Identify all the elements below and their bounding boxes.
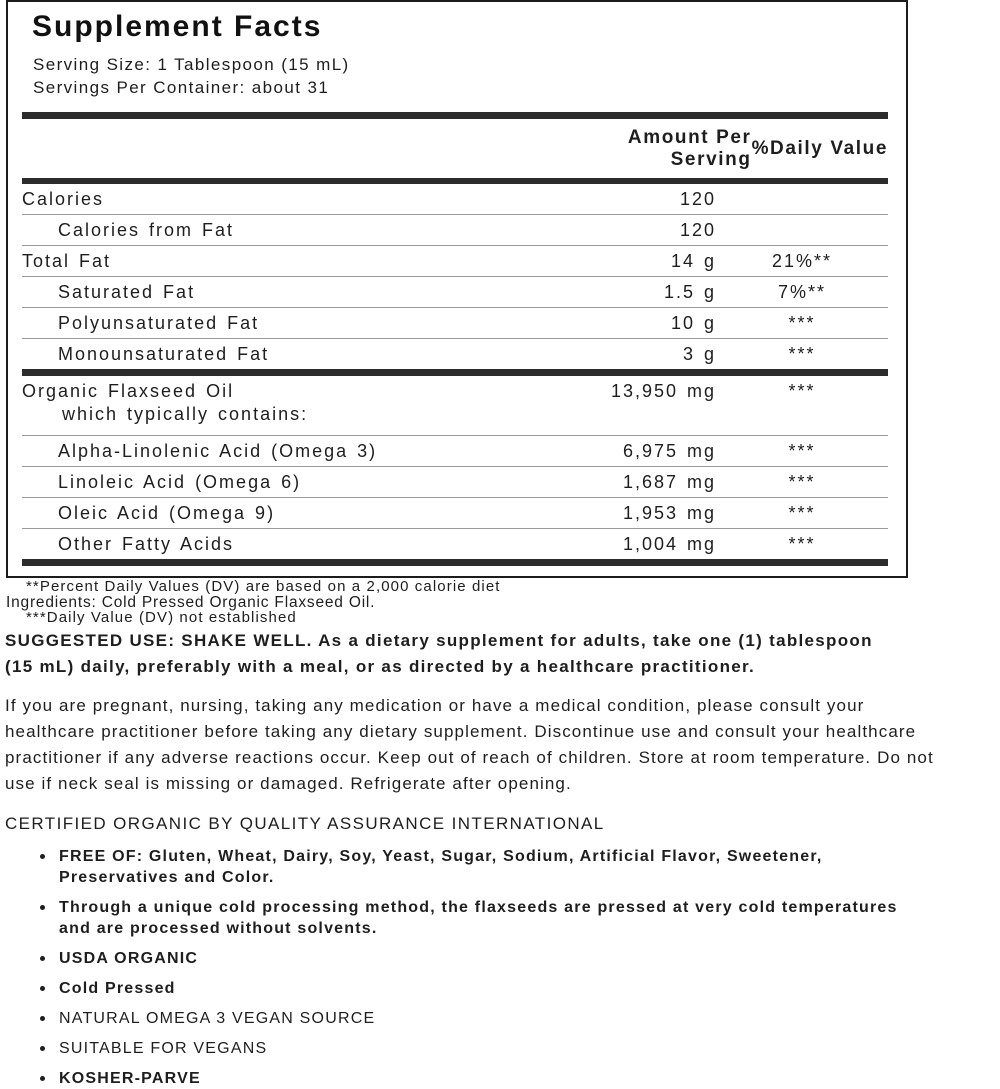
feature-text: KOSHER-PARVE bbox=[59, 1070, 201, 1087]
nutrient-row-calories-from-fat bbox=[22, 215, 888, 246]
thick-rule-mid bbox=[22, 369, 888, 376]
nutrient-name: Total Fat bbox=[22, 250, 112, 271]
nutrient-amount: 14 g bbox=[670, 250, 716, 271]
serving-label: Serving bbox=[670, 148, 752, 170]
nutrient-name: Alpha-Linolenic Acid (Omega 3) bbox=[58, 440, 378, 461]
nutrient-name: Calories from Fat bbox=[58, 219, 235, 240]
nutrient-row-linoleic bbox=[22, 467, 888, 498]
nutrient-row-calories bbox=[22, 184, 888, 215]
feature-list bbox=[5, 846, 909, 1089]
bullet-icon bbox=[40, 854, 45, 859]
nutrient-daily-value: *** bbox=[788, 343, 816, 364]
feature-text: FREE OF: Gluten, Wheat, Dairy, Soy, Yeast, Sugar, Sodium, Artificial Flavor, Sweetener, Preservatives and Color. bbox=[59, 848, 823, 886]
feature-item-omega3-vegan bbox=[59, 1008, 909, 1029]
table-column-header bbox=[22, 119, 888, 178]
nutrient-row-other-fatty-acids bbox=[22, 529, 888, 559]
nutrient-daily-value: *** bbox=[788, 533, 816, 554]
nutrient-amount: 120 bbox=[679, 219, 716, 240]
nutrient-name: Saturated Fat bbox=[58, 281, 196, 302]
feature-item-kosher-parve bbox=[59, 1068, 909, 1089]
nutrient-name: Oleic Acid (Omega 9) bbox=[58, 502, 276, 523]
nutrient-name: Monounsaturated Fat bbox=[58, 343, 270, 364]
servings-per-container-text: Servings Per Container: about 31 bbox=[33, 78, 330, 97]
nutrient-name: Calories bbox=[22, 188, 105, 209]
feature-item-suitable-vegans bbox=[59, 1038, 909, 1059]
feature-item-cold-pressed bbox=[59, 978, 909, 999]
feature-text: SUITABLE FOR VEGANS bbox=[59, 1040, 268, 1057]
nutrient-row-total-fat bbox=[22, 246, 888, 277]
nutrient-amount: 120 bbox=[679, 188, 716, 209]
nutrient-amount: 13,950 mg bbox=[610, 380, 716, 401]
nutrient-name: Other Fatty Acids bbox=[58, 533, 235, 554]
feature-item-cold-processing bbox=[59, 897, 909, 939]
thick-rule-top bbox=[22, 112, 888, 119]
nutrient-daily-value: *** bbox=[788, 471, 816, 492]
amount-per-serving-header bbox=[628, 127, 752, 171]
feature-text: Cold Pressed bbox=[59, 980, 176, 997]
nutrient-daily-value: *** bbox=[788, 312, 816, 333]
bullet-icon bbox=[40, 1076, 45, 1081]
thick-rule-bottom bbox=[22, 559, 888, 566]
precaution-text: If you are pregnant, nursing, taking any medication or have a medical condition, please consult your healthcare practitioner before taking any dietary supplement. Discontinue use and consult your healthcare practitioner if any adverse reactions occur. Keep out of reach of children. Store at room temperature. Do not use if neck seal is missing or damaged. Refrigerate after opening. bbox=[5, 696, 934, 793]
bullet-icon bbox=[40, 1046, 45, 1051]
nutrient-daily-value: *** bbox=[788, 502, 816, 523]
ingredients-text: Ingredients: Cold Pressed Organic Flaxseed Oil. bbox=[6, 594, 376, 611]
feature-text: NATURAL OMEGA 3 VEGAN SOURCE bbox=[59, 1010, 376, 1027]
nutrient-name bbox=[22, 381, 551, 431]
nutrient-row-monounsaturated-fat bbox=[22, 339, 888, 369]
nutrient-row-saturated-fat bbox=[22, 277, 888, 308]
nutrient-daily-value: *** bbox=[788, 440, 816, 461]
nutrient-daily-value: 7%** bbox=[777, 281, 827, 302]
nutrient-daily-value: 21%** bbox=[771, 250, 833, 271]
nutrient-name-line1: Organic Flaxseed Oil bbox=[22, 380, 235, 401]
nutrient-name: Linoleic Acid (Omega 6) bbox=[58, 471, 302, 492]
bullet-icon bbox=[40, 986, 45, 991]
footnote-dv-basis: **Percent Daily Values (DV) are based on a 2,000 calorie diet bbox=[26, 577, 501, 595]
label-info-section bbox=[0, 578, 1000, 1089]
bullet-icon bbox=[40, 1016, 45, 1021]
nutrient-row-alpha-linolenic bbox=[22, 436, 888, 467]
nutrient-name: Polyunsaturated Fat bbox=[58, 312, 260, 333]
serving-size-text: Serving Size: 1 Tablespoon (15 mL) bbox=[33, 55, 350, 74]
feature-text: USDA ORGANIC bbox=[59, 950, 199, 967]
feature-item-usda-organic bbox=[59, 948, 909, 969]
nutrient-daily-value: *** bbox=[788, 380, 816, 401]
nutrient-amount: 1,953 mg bbox=[622, 502, 716, 523]
feature-text: Through a unique cold processing method, the flaxseeds are pressed at very cold temperatures and are processed without solvents. bbox=[59, 899, 898, 937]
nutrient-amount: 6,975 mg bbox=[622, 440, 716, 461]
nutrient-row-flaxseed-oil bbox=[22, 376, 888, 436]
certification-text: CERTIFIED ORGANIC BY QUALITY ASSURANCE INTERNATIONAL bbox=[5, 814, 605, 833]
nutrient-amount: 10 g bbox=[670, 312, 716, 333]
daily-value-header: %Daily Value bbox=[751, 137, 888, 159]
nutrient-row-polyunsaturated-fat bbox=[22, 308, 888, 339]
nutrient-name-line2: which typically contains: bbox=[62, 403, 309, 424]
nutrient-row-oleic bbox=[22, 498, 888, 529]
amount-per-label: Amount Per bbox=[627, 127, 752, 148]
nutrition-section-2 bbox=[22, 376, 888, 559]
footnote-dv-not-established: ***Daily Value (DV) not established bbox=[26, 608, 297, 626]
bullet-icon bbox=[40, 905, 45, 910]
bullet-icon bbox=[40, 956, 45, 961]
nutrient-amount: 1,687 mg bbox=[622, 471, 716, 492]
nutrient-amount: 1,004 mg bbox=[622, 533, 716, 554]
facts-title: Supplement Facts bbox=[32, 10, 323, 43]
suggested-use-text: SUGGESTED USE: SHAKE WELL. As a dietary supplement for adults, take one (1) tablespoon (15 mL) daily, preferably with a meal, or as directed by a healthcare practitioner. bbox=[5, 631, 873, 676]
nutrient-amount: 3 g bbox=[682, 343, 716, 364]
feature-item-free-of bbox=[59, 846, 909, 888]
nutrient-amount: 1.5 g bbox=[663, 281, 716, 302]
nutrition-section-1 bbox=[22, 184, 888, 369]
